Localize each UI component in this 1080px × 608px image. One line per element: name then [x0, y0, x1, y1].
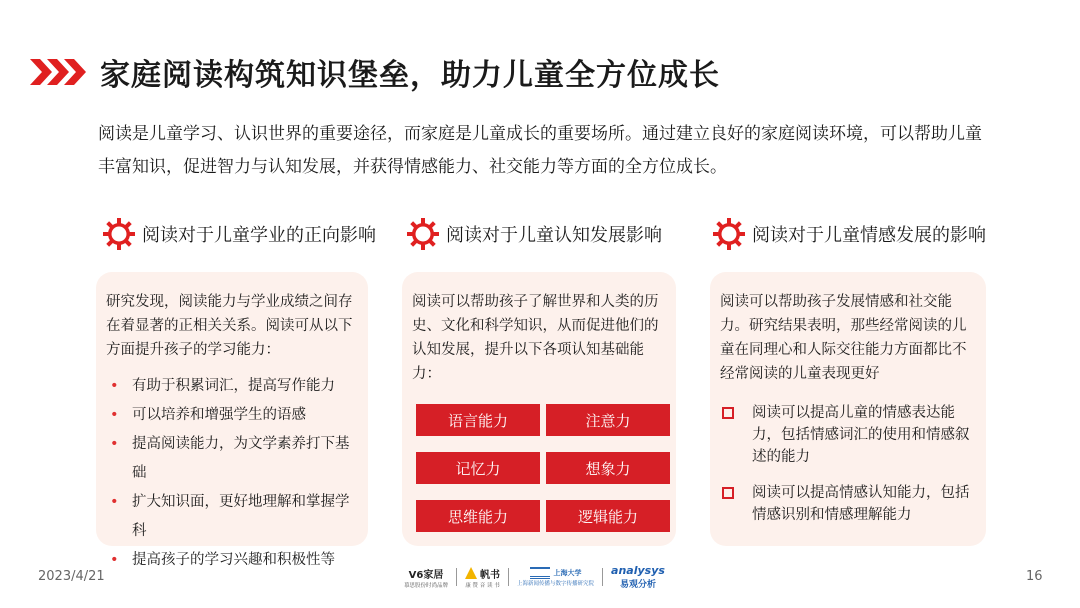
chevron-right-icon — [30, 55, 86, 89]
title-bar — [30, 50, 720, 94]
logo-analysys: analysys 易观分析 — [611, 564, 665, 590]
page-title: 家庭阅读构筑知识堡垒，助力儿童全方位成长 — [100, 58, 720, 93]
wave-icon — [530, 567, 550, 579]
ability-tag: 思维能力 — [416, 500, 540, 532]
list-item: • 提高孩子的学习兴趣和积极性等 — [106, 546, 358, 575]
ability-tag: 语言能力 — [416, 404, 540, 436]
bullet-icon: • — [110, 494, 119, 510]
square-bullet-list — [720, 402, 976, 526]
footer-date: 2023/4/21 — [38, 569, 105, 584]
gear-icon — [406, 217, 440, 251]
column-heading-text: 阅读对于儿童情感发展的影响 — [752, 225, 986, 246]
abilities-grid — [412, 404, 666, 532]
column-heading-cognitive — [406, 216, 662, 252]
intro-paragraph: 阅读是儿童学习、认识世界的重要途径，而家庭是儿童成长的重要场所。通过建立良好的家庭阅读环境，可以帮助儿童丰富知识，促进智力与认知发展，并获得情感能力、社交能力等方面的全方位成长。 — [98, 124, 982, 177]
ability-tag: 逻辑能力 — [546, 500, 670, 532]
bullet-icon: • — [110, 436, 119, 452]
card-description: 阅读可以帮助孩子发展情感和社交能力。研究结果表明，那些经常阅读的儿童在同理心和人际交往能力方面都比不经常阅读的儿童表现更好 — [720, 294, 967, 382]
bullet-icon: • — [110, 407, 119, 423]
list-item: • 扩大知识面，更好地理解和掌握学科 — [106, 488, 358, 546]
list-item: • 提高阅读能力，为文学素养打下基础 — [106, 430, 358, 488]
card-academic — [96, 272, 368, 568]
page-number: 16 — [1026, 569, 1043, 584]
list-item: 阅读可以提高儿童的情感表达能力，包括情感词汇的使用和情感叙述的能力 — [720, 402, 976, 468]
bullet-icon: • — [110, 552, 119, 568]
square-bullet-icon — [722, 487, 734, 499]
column-heading-text: 阅读对于儿童学业的正向影响 — [142, 225, 376, 246]
partner-logos — [396, 562, 673, 592]
column-heading-text: 阅读对于儿童认知发展影响 — [446, 225, 662, 246]
ability-tag: 想象力 — [546, 452, 670, 484]
card-description: 研究发现，阅读能力与学业成绩之间存在着显著的正相关关系。阅读可从以下方面提升孩子的学习能力： — [106, 294, 353, 358]
card-cognitive — [402, 272, 676, 546]
gear-icon — [712, 217, 746, 251]
square-bullet-icon — [722, 407, 734, 419]
list-item: • 可以培养和增强学生的语感 — [106, 401, 358, 430]
ability-tag: 注意力 — [546, 404, 670, 436]
list-item: • 有助于积累词汇，提高写作能力 — [106, 372, 358, 401]
logo-fanshu: 帆书 康 赞 音 读 书 — [457, 566, 508, 589]
bullet-list — [106, 372, 358, 575]
column-heading-emotional — [712, 216, 986, 252]
card-emotional — [710, 272, 986, 546]
logo-shanghai-university: 上海大学 上海新闻传播与数字传播研究院 — [517, 569, 595, 587]
book-icon — [465, 567, 477, 579]
logo-v6: V6家居 慕思股份时尚品牌 — [404, 569, 449, 589]
ability-tag: 记忆力 — [416, 452, 540, 484]
card-description: 阅读可以帮助孩子了解世界和人类的历史、文化和科学知识，从而促进他们的认知发展，提升以下各项认知基础能力： — [412, 294, 659, 382]
list-item: 阅读可以提高情感认知能力，包括情感识别和情感理解能力 — [720, 482, 976, 526]
column-heading-academic — [102, 216, 376, 252]
bullet-icon: • — [110, 378, 119, 394]
gear-icon — [102, 217, 136, 251]
